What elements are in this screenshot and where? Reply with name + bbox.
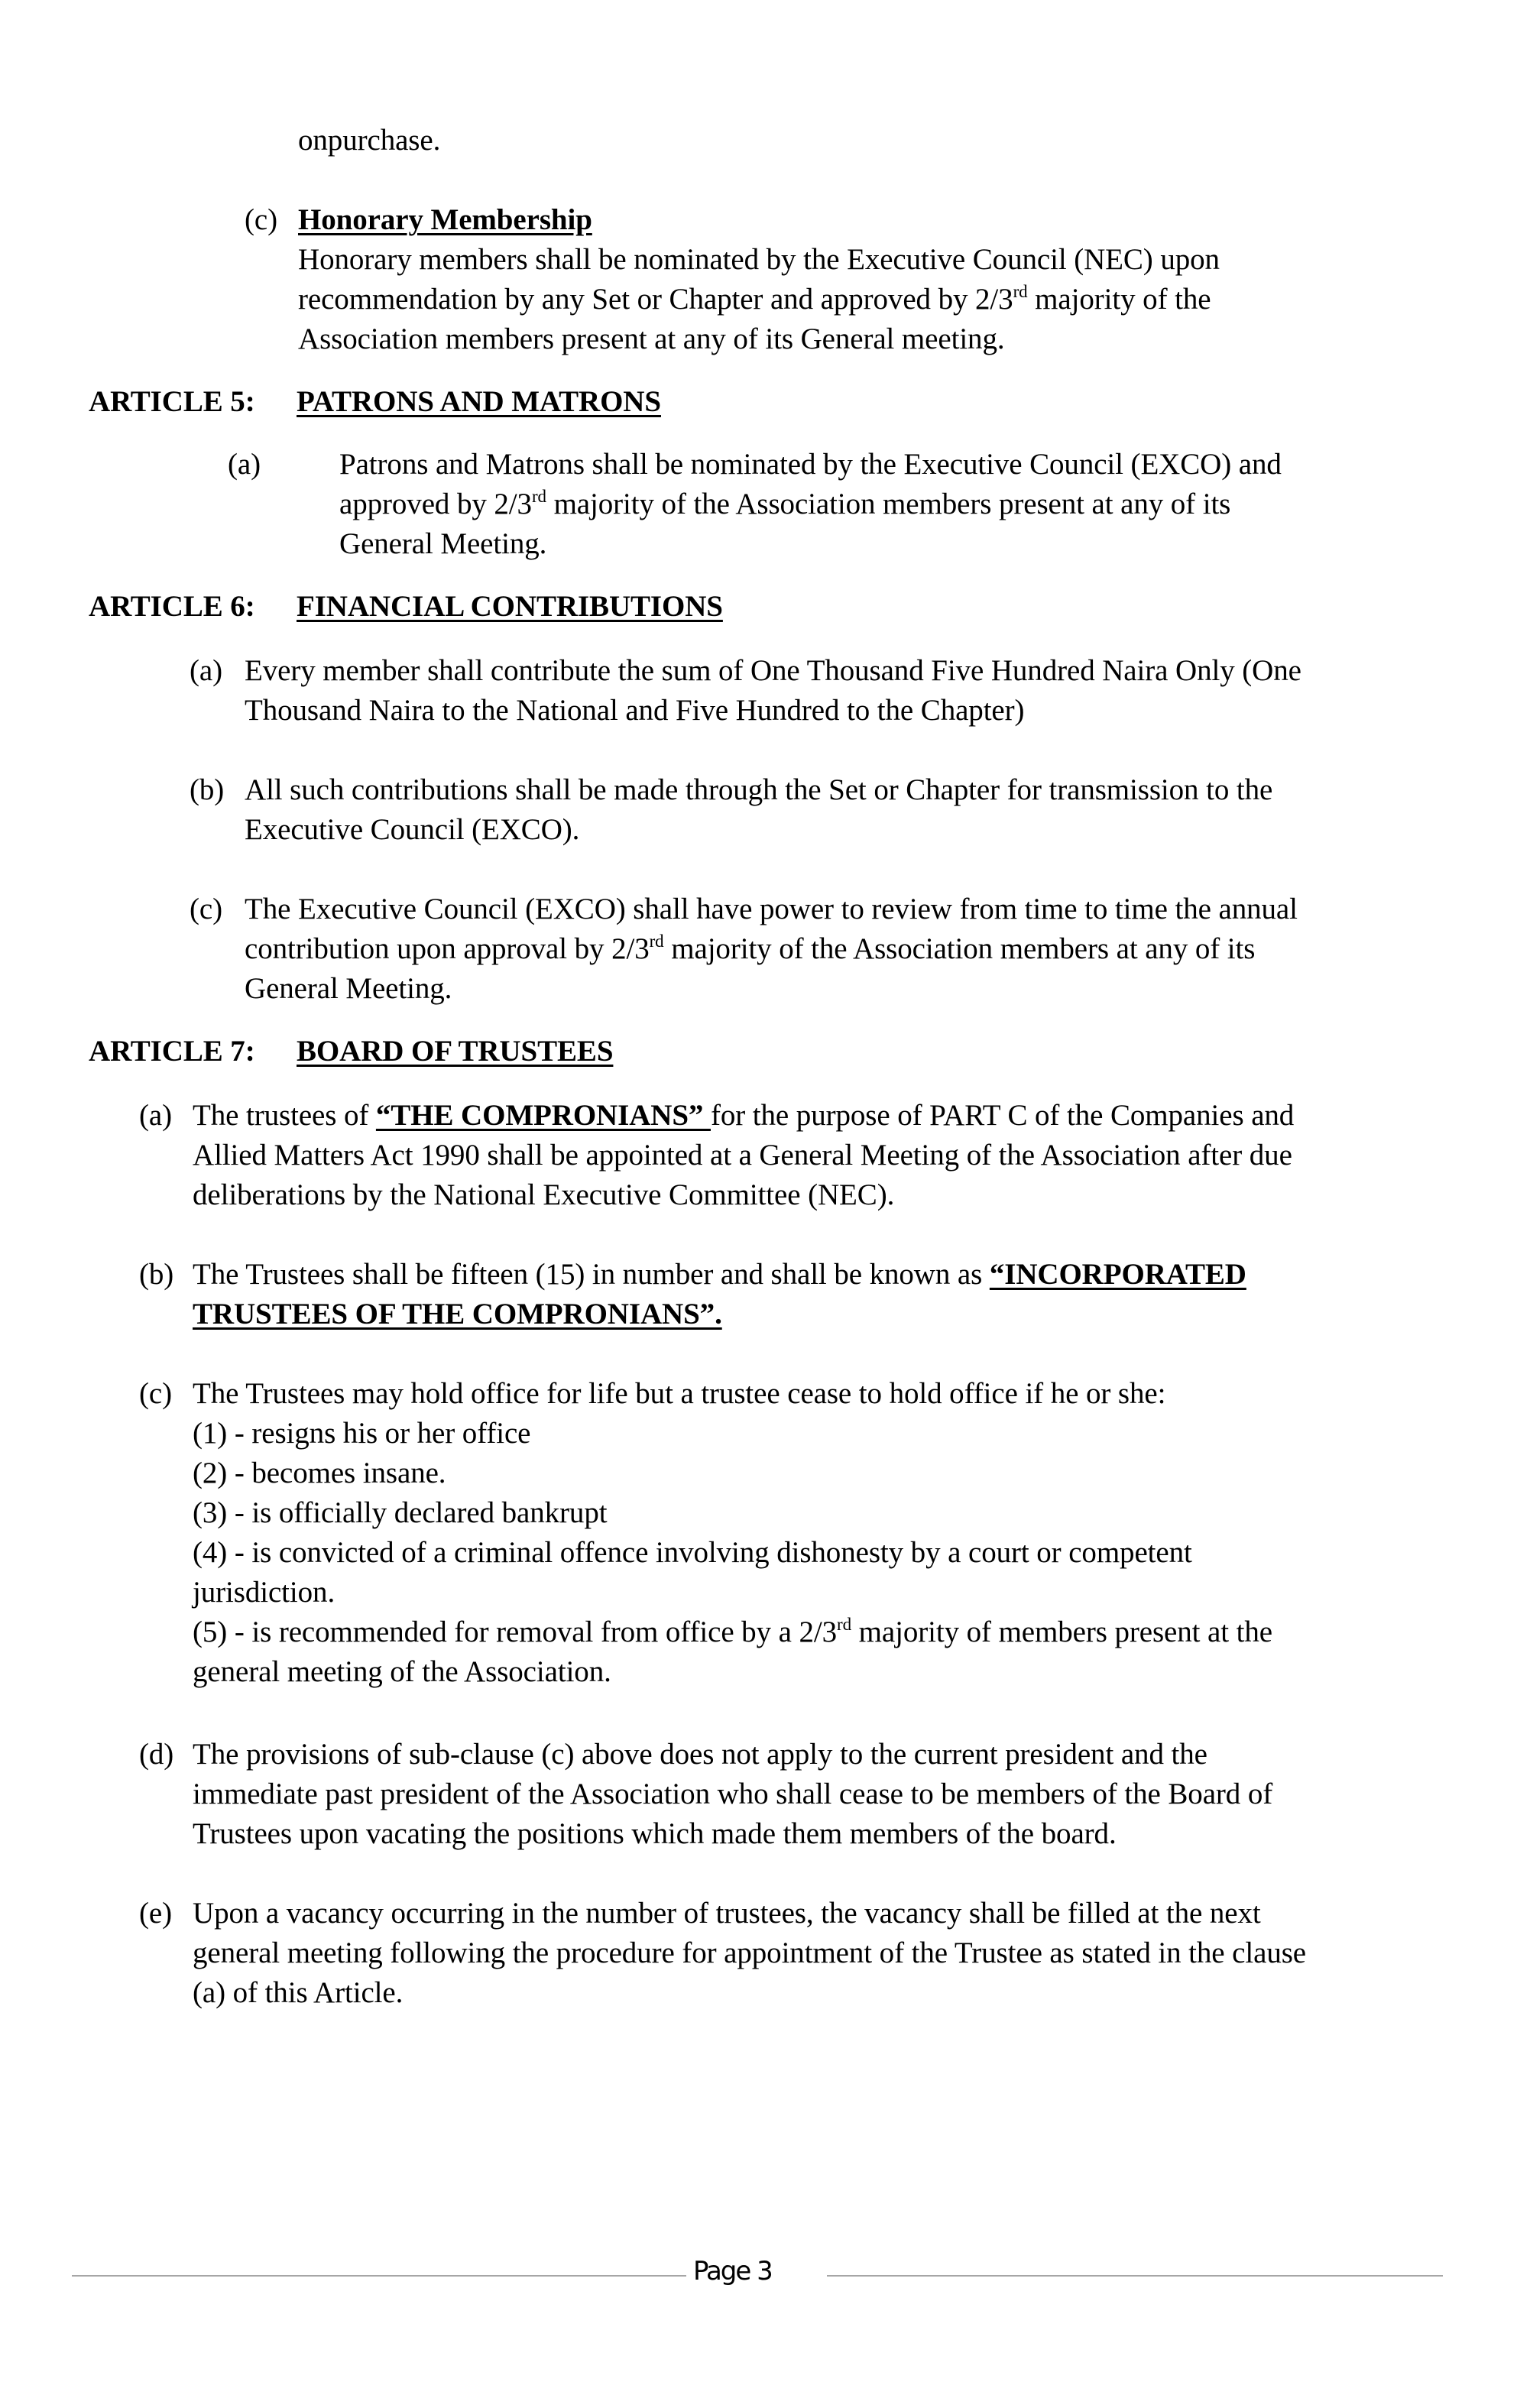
article-7-item-a-label: (a) bbox=[139, 1099, 172, 1132]
subitem-number: (1) bbox=[193, 1417, 228, 1450]
subitem-1 bbox=[193, 1414, 530, 1454]
article-5-item-a-line-2 bbox=[339, 485, 1230, 524]
article-7-item-d-label: (d) bbox=[139, 1738, 174, 1771]
article-7-item-d-line-3: Trustees upon vacating the positions which made them members of the board. bbox=[193, 1817, 1117, 1850]
article-7-item-b-line-2: TRUSTEES OF THE COMPRONIANS”. bbox=[193, 1298, 722, 1330]
article-7-item-d-line-1: The provisions of sub-clause (c) above does not apply to the current president and the bbox=[193, 1738, 1207, 1771]
article-7-item-c-line-1: The Trustees may hold office for life but a trustee cease to hold office if he or she: bbox=[193, 1377, 1166, 1410]
article-6-item-a-label: (a) bbox=[190, 654, 222, 687]
line-text: for the purpose of PART C of the Companies and bbox=[710, 1099, 1295, 1132]
page-number: Page 3 bbox=[693, 2256, 772, 2286]
subitem-2 bbox=[193, 1454, 446, 1493]
article-5-item-a-line-1: Patrons and Matrons shall be nominated by the Executive Council (EXCO) and bbox=[339, 448, 1282, 481]
line-text: majority of the Association members at any of its bbox=[663, 932, 1256, 965]
honorary-line-3: Association members present at any of its General meeting. bbox=[298, 322, 1005, 355]
article-7-item-e-label: (e) bbox=[139, 1897, 172, 1930]
subitem-4 bbox=[193, 1533, 1192, 1573]
article-5-number: ARTICLE 5: bbox=[89, 385, 255, 418]
subitem-number: (3) bbox=[193, 1496, 228, 1529]
subitem-text: - is convicted of a criminal offence involving dishonesty by a court or competent bbox=[227, 1536, 1192, 1569]
honorary-line-2 bbox=[298, 280, 1211, 319]
article-6-item-c-line-2 bbox=[245, 929, 1255, 969]
article-7-item-b-line-1 bbox=[193, 1255, 1246, 1295]
article-6-number: ARTICLE 6: bbox=[89, 590, 255, 623]
article-6-item-b-line-1: All such contributions shall be made through the Set or Chapter for transmission to the bbox=[245, 773, 1273, 806]
superscript: rd bbox=[531, 487, 546, 506]
line-text: contribution upon approval by 2/3 bbox=[245, 932, 650, 965]
line-text: The trustees of bbox=[193, 1099, 376, 1132]
article-7-item-e-line-3: (a) of this Article. bbox=[193, 1976, 404, 2009]
subitem-text: - becomes insane. bbox=[227, 1457, 446, 1489]
article-7-item-a-line-3: deliberations by the National Executive Committee (NEC). bbox=[193, 1178, 895, 1211]
article-7-item-a-line-1 bbox=[193, 1096, 1294, 1136]
article-6-title: FINANCIAL CONTRIBUTIONS bbox=[297, 590, 723, 623]
article-7-item-c-label: (c) bbox=[139, 1377, 172, 1410]
article-7-item-e-line-2: general meeting following the procedure for appointment of the Trustee as stated in the clause bbox=[193, 1936, 1307, 1969]
article-6-item-a-line-2: Thousand Naira to the National and Five Hundred to the Chapter) bbox=[245, 694, 1025, 727]
subitem-number: (2) bbox=[193, 1457, 228, 1489]
footer-rule-right bbox=[827, 2275, 1443, 2277]
subitem-text: - is officially declared bankrupt bbox=[227, 1496, 608, 1529]
article-6-item-c-label: (c) bbox=[190, 893, 222, 925]
article-7-item-d-line-2: immediate past president of the Association who shall cease to be members of the Board of bbox=[193, 1778, 1273, 1810]
article-7-number: ARTICLE 7: bbox=[89, 1035, 255, 1068]
article-6-item-c-line-1: The Executive Council (EXCO) shall have power to review from time to time the annual bbox=[245, 893, 1298, 925]
article-5-title: PATRONS AND MATRONS bbox=[297, 385, 661, 418]
footer-rule-left bbox=[72, 2275, 686, 2277]
continuation-text: onpurchase. bbox=[298, 124, 441, 157]
emphasis-the-compronians: “THE COMPRONIANS” bbox=[375, 1099, 711, 1132]
honorary-title: Honorary Membership bbox=[298, 203, 592, 236]
honorary-label: (c) bbox=[245, 203, 277, 236]
emphasis-incorporated: “INCORPORATED bbox=[989, 1258, 1246, 1291]
article-6-item-a-line-1: Every member shall contribute the sum of One Thousand Five Hundred Naira Only (One bbox=[245, 654, 1301, 687]
subitem-text: majority of members present at the bbox=[851, 1616, 1272, 1648]
subitem-number: (4) bbox=[193, 1536, 228, 1569]
subitem-5 bbox=[193, 1612, 1272, 1652]
subitem-3 bbox=[193, 1493, 607, 1533]
line-text: The Trustees shall be fifteen (15) in number and shall be known as bbox=[193, 1258, 990, 1291]
article-5-item-a-line-3: General Meeting. bbox=[339, 527, 547, 560]
superscript: rd bbox=[837, 1615, 851, 1634]
article-6-item-c-line-3: General Meeting. bbox=[245, 972, 452, 1005]
subitem-text: - resigns his or her office bbox=[227, 1417, 531, 1450]
subitem-text: - is recommended for removal from office by a 2/3 bbox=[227, 1616, 838, 1648]
subitem-5-continuation: general meeting of the Association. bbox=[193, 1655, 611, 1688]
article-5-item-a-label: (a) bbox=[228, 448, 261, 481]
line-text: approved by 2/3 bbox=[339, 488, 532, 520]
superscript: rd bbox=[649, 932, 664, 951]
article-6-item-b-line-2: Executive Council (EXCO). bbox=[245, 813, 580, 846]
honorary-line-2-rest: majority of the bbox=[1027, 283, 1211, 316]
subitem-number: (5) bbox=[193, 1616, 228, 1648]
superscript: rd bbox=[1013, 282, 1028, 301]
line-text: majority of the Association members present at any of its bbox=[546, 488, 1231, 520]
subitem-4-continuation: jurisdiction. bbox=[193, 1576, 335, 1609]
honorary-line-1: Honorary members shall be nominated by the Executive Council (NEC) upon bbox=[298, 243, 1220, 276]
article-7-item-a-line-2: Allied Matters Act 1990 shall be appointed at a General Meeting of the Association after due bbox=[193, 1139, 1292, 1172]
article-7-item-e-line-1: Upon a vacancy occurring in the number of trustees, the vacancy shall be filled at the next bbox=[193, 1897, 1261, 1930]
honorary-line-2-text: recommendation by any Set or Chapter and approved by 2/3 bbox=[298, 283, 1013, 316]
article-7-title: BOARD OF TRUSTEES bbox=[297, 1035, 614, 1068]
article-7-item-b-label: (b) bbox=[139, 1258, 174, 1291]
article-6-item-b-label: (b) bbox=[190, 773, 225, 806]
